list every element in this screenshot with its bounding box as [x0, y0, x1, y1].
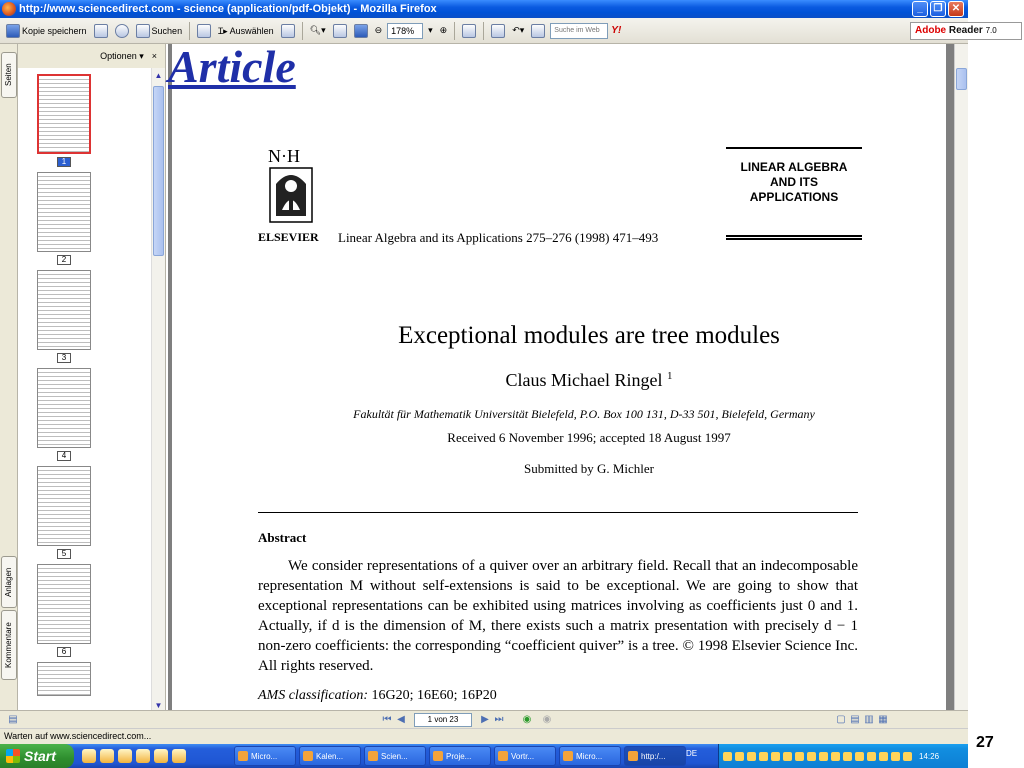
firefox-icon [2, 2, 16, 16]
page-thumbnail-number: 1 [57, 157, 71, 167]
tab-attachments[interactable]: Anlagen [1, 556, 17, 608]
next-page-button[interactable]: ▶ [481, 713, 489, 725]
actual-size-button[interactable] [331, 21, 349, 41]
maximize-button[interactable]: ❐ [930, 1, 946, 17]
back-view-button[interactable]: ◉ [522, 713, 532, 725]
tray-icon[interactable] [783, 752, 792, 761]
previous-page-button[interactable]: ◀ [397, 713, 405, 725]
app-icon [303, 751, 313, 761]
adobe-reader-logo[interactable]: Adobe Reader 7.0 [910, 22, 1022, 40]
page-icon [333, 24, 347, 38]
save-copy-button[interactable]: Kopie speichern [4, 21, 89, 41]
taskbar-item[interactable]: Micro... [234, 746, 296, 766]
publisher-name: ELSEVIER [258, 230, 319, 244]
page-thumbnail-number: 4 [57, 451, 71, 461]
page-number-field[interactable]: 1 von 23 [414, 713, 472, 727]
scrollbar-thumb[interactable] [153, 86, 164, 256]
minimize-button[interactable]: _ [912, 1, 928, 17]
fit-page-icon [354, 24, 368, 38]
chevron-down-icon: ▾ [428, 25, 433, 35]
floppy-icon [6, 24, 20, 38]
paper-author: Claus Michael Ringel $^1$ [505, 370, 673, 390]
divider [258, 512, 858, 513]
language-indicator[interactable]: DE [686, 749, 698, 758]
toolbar-separator [483, 22, 484, 40]
forward-view-button[interactable]: ◉ [542, 713, 552, 725]
journal-reference: Linear Algebra and its Applications 275–276 (1998) 471–493 [338, 230, 659, 245]
plus-circle-icon: ⊕ [439, 25, 448, 35]
zoom-dropdown[interactable] [426, 21, 435, 41]
zoom-out-button[interactable] [373, 21, 385, 41]
printer-icon [94, 24, 108, 38]
quicklaunch-icon[interactable] [82, 749, 96, 763]
page-navigation-bar [0, 710, 968, 728]
svg-text:N·H: N·H [268, 146, 300, 166]
page-thumbnail[interactable] [37, 662, 91, 696]
quicklaunch-icon[interactable] [136, 749, 150, 763]
paper-title: Exceptional modules are tree modules [398, 322, 780, 349]
tray-icon[interactable] [891, 752, 900, 761]
page-thumbnail[interactable] [37, 564, 91, 644]
continuous-facing-icon[interactable]: ▦ [878, 713, 888, 725]
app-icon [628, 751, 638, 761]
pdf-page [172, 44, 946, 710]
tray-icon[interactable] [855, 752, 864, 761]
taskbar-item[interactable]: Scien... [364, 746, 426, 766]
tray-icon[interactable] [723, 752, 732, 761]
first-page-button[interactable]: ⏮ [382, 713, 392, 725]
window-title: http://www.sciencedirect.com - science (application/pdf-Objekt) - Mozilla Firefox [19, 3, 437, 15]
app-icon [498, 751, 508, 761]
tray-icon[interactable] [771, 752, 780, 761]
journal-title: LINEAR ALGEBRA AND ITS APPLICATIONS [740, 160, 848, 204]
undo-icon: ↶▾ [512, 25, 525, 35]
taskbar-item-active[interactable]: http:/... [624, 746, 686, 766]
minus-circle-icon: ⊖ [374, 25, 383, 35]
windows-taskbar [0, 744, 968, 768]
start-button[interactable]: Start [0, 744, 74, 768]
page-thumbnail-number: 6 [57, 647, 71, 657]
tray-icon[interactable] [747, 752, 756, 761]
elsevier-tree-logo [262, 144, 320, 226]
window-titlebar[interactable] [0, 0, 968, 18]
tray-icon[interactable] [807, 752, 816, 761]
scroll-down-icon[interactable]: ▼ [154, 701, 163, 710]
hand-tool-button[interactable] [195, 21, 213, 41]
sign-button[interactable] [489, 21, 507, 41]
zoom-tool-button[interactable] [308, 21, 328, 41]
yahoo-icon[interactable]: Y! [611, 25, 622, 36]
page-thumbnail-number: 2 [57, 255, 71, 265]
web-search-input[interactable]: Suche im Web [550, 23, 608, 39]
tray-icon[interactable] [879, 752, 888, 761]
app-icon [238, 751, 248, 761]
app-icon [433, 751, 443, 761]
tray-icon[interactable] [759, 752, 768, 761]
app-icon [563, 751, 573, 761]
binoculars-icon [136, 24, 150, 38]
zoom-in-button[interactable] [438, 21, 450, 41]
toolbar-separator [302, 22, 303, 40]
tab-pages[interactable]: Seiten [1, 52, 17, 98]
tray-icon[interactable] [819, 752, 828, 761]
ams-classification: AMS classification: 16G20; 16E60; 16P20 [258, 688, 497, 703]
taskbar-item[interactable]: Micro... [559, 746, 621, 766]
taskbar-item[interactable]: Proje... [429, 746, 491, 766]
tab-comments[interactable]: Kommentare [1, 610, 17, 680]
app-icon [368, 751, 378, 761]
document-scrollbar[interactable] [954, 44, 968, 710]
journal-title-box [726, 146, 862, 213]
status-bar: Warten auf www.sciencedirect.com... [0, 728, 968, 744]
facing-icon[interactable]: ▥ [864, 713, 874, 725]
tray-icon[interactable] [843, 752, 852, 761]
scroll-up-icon[interactable]: ▲ [154, 71, 163, 80]
reader-toolbar [0, 18, 968, 44]
tray-icon[interactable] [831, 752, 840, 761]
page-thumbnail[interactable] [37, 270, 91, 350]
slide-heading: Article [168, 41, 296, 92]
search-button[interactable]: Suchen [134, 21, 185, 41]
undo-button[interactable] [510, 21, 526, 41]
page-thumbnail[interactable] [37, 466, 91, 546]
camera-icon [281, 24, 295, 38]
quicklaunch-icon[interactable] [118, 749, 132, 763]
copy-icon [531, 24, 545, 38]
magnifier-icon: 🔍︎▾ [309, 25, 326, 35]
zoom-level-field[interactable]: 178% [387, 23, 423, 39]
page-thumbnail[interactable] [37, 368, 91, 448]
rule [726, 147, 862, 149]
fit-page-button[interactable] [352, 21, 370, 41]
journal-rule-bottom [726, 234, 862, 241]
quick-launch [74, 749, 194, 763]
paper-received-date: Received 6 November 1996; accepted 18 August 1997 [447, 430, 731, 445]
select-tool-button[interactable]: Ɪ▸ Auswählen [218, 25, 274, 36]
quicklaunch-icon[interactable] [154, 749, 168, 763]
email-button[interactable] [113, 21, 131, 41]
layout-icon[interactable]: ▤ [8, 713, 18, 725]
single-page-icon[interactable]: ▢ [836, 713, 846, 725]
options-menu[interactable]: Optionen ▾ [100, 50, 144, 61]
page-thumbnail-number: 3 [57, 353, 71, 363]
close-button[interactable]: ✕ [948, 1, 964, 17]
windows-flag-icon [6, 749, 20, 763]
scrollbar-thumb[interactable] [956, 68, 967, 90]
tray-icon[interactable] [735, 752, 744, 761]
abstract-heading: Abstract [258, 530, 307, 545]
page-thumbnail-number: 5 [57, 549, 71, 559]
copy-button[interactable] [529, 21, 547, 41]
sign-icon [491, 24, 505, 38]
clock[interactable]: 14:26 [919, 751, 940, 761]
navigation-tabs [0, 44, 18, 714]
hand-icon [197, 24, 211, 38]
taskbar-item[interactable]: Kalen... [299, 746, 361, 766]
text-cursor-icon: Ɪ▸ [218, 26, 228, 36]
toolbar-separator [189, 22, 190, 40]
page-thumbnail[interactable] [37, 172, 91, 252]
abstract-text: We consider representations of a quiver over an arbitrary field. Recall that an indecomposable representation M without self-extensions is said to be exceptional. We are going to show that exceptional representations can be exhibited using matrices involving as coefficients just 0 and 1. Actually, if d is the dimension of M, there exists such a matrix presentation with precisely d − 1 non-zero coefficients: the corresponding “coefficient quiver” is a tree. © 1998 Elsevier Science Inc. All rights reserved. [258, 558, 858, 674]
tray-icon[interactable] [867, 752, 876, 761]
system-tray [718, 744, 968, 768]
tray-icon[interactable] [903, 752, 912, 761]
last-page-button[interactable]: ⏭ [494, 713, 504, 725]
document-view[interactable] [168, 44, 954, 710]
pages-panel [18, 44, 166, 714]
panel-close-button[interactable]: × [151, 51, 157, 61]
panel-scrollbar[interactable] [151, 68, 165, 714]
page-thumbnail[interactable] [37, 74, 91, 154]
print-button[interactable] [92, 21, 110, 41]
toolbar-separator [454, 22, 455, 40]
slide-number: 27 [976, 734, 994, 751]
rotate-icon [462, 24, 476, 38]
tray-icon[interactable] [795, 752, 804, 761]
rotate-button[interactable] [460, 21, 478, 41]
quicklaunch-icon[interactable] [172, 749, 186, 763]
paper-affiliation: Fakultät für Mathematik Universität Bielefeld, P.O. Box 100 131, D-33 501, Bielefeld, Germany [353, 407, 815, 421]
quicklaunch-icon[interactable] [100, 749, 114, 763]
window-controls [912, 1, 964, 17]
paper-submitted-by: Submitted by G. Michler [524, 461, 654, 476]
email-icon [115, 24, 129, 38]
panel-header [18, 44, 165, 68]
continuous-icon[interactable]: ▤ [850, 713, 860, 725]
snapshot-button[interactable] [279, 21, 297, 41]
taskbar-item[interactable]: Vortr... [494, 746, 556, 766]
